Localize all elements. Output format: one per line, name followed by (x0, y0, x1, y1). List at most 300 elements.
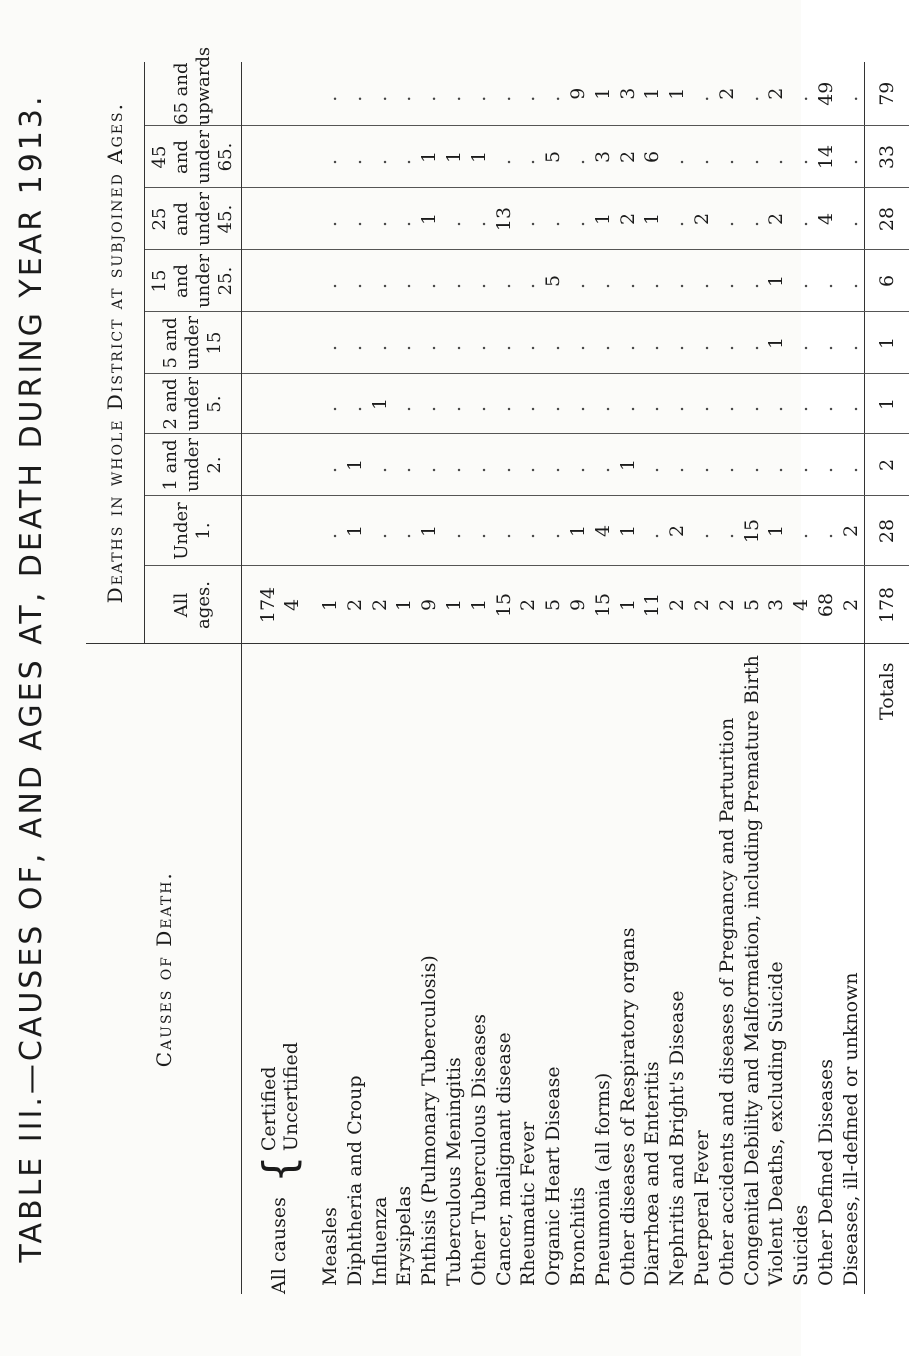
cell-value: 5 (740, 566, 765, 644)
cell-value (690, 374, 715, 434)
cell-value (690, 62, 715, 126)
leader-dots: . (715, 272, 738, 290)
cell-value (467, 374, 492, 434)
leader-dots: . (641, 395, 664, 413)
cell-value (566, 188, 591, 250)
cell-value (343, 126, 368, 188)
leader-dots: . (319, 334, 341, 352)
cell-value (839, 188, 864, 250)
cell-value: 14 (814, 126, 839, 188)
leader-dots: . (517, 395, 540, 413)
cell-value (640, 434, 665, 496)
leader-dots: . (616, 272, 639, 290)
leader-dots: . (839, 334, 862, 352)
leader-dots: . (442, 85, 465, 102)
cell-value (541, 312, 566, 374)
cell-value (616, 250, 641, 312)
cell-value (541, 62, 566, 126)
leader-dots: . (319, 210, 341, 228)
leader-dots: . (814, 456, 837, 474)
leader-dots: . (319, 272, 341, 290)
leader-dots: . (690, 85, 713, 102)
cause-name: Rheumatic Fever (516, 644, 541, 1294)
cell-value: 1 (640, 188, 665, 250)
cell-value (516, 496, 541, 566)
cell-value: 2 (665, 566, 690, 644)
leader-dots: . (368, 148, 391, 166)
cell-value (839, 62, 864, 126)
cell-value (318, 312, 343, 374)
cell-value (392, 250, 417, 312)
leader-dots: . (393, 395, 416, 413)
cause-name: Violent Deaths, excluding Suicide (764, 644, 789, 1294)
cell-value (492, 312, 517, 374)
cell-value (814, 312, 839, 374)
cell-value (343, 374, 368, 434)
age-header: 25 and under 45. (145, 188, 242, 250)
table-row (467, 62, 492, 1294)
leader-dots: . (814, 334, 837, 352)
leader-dots: . (492, 85, 515, 102)
total-value: 33 (864, 126, 909, 188)
cell-value: 1 (442, 126, 467, 188)
leader-dots: . (790, 522, 813, 540)
cell-value (566, 434, 591, 496)
cause-name: Suicides (789, 644, 814, 1294)
cell-value (715, 434, 740, 496)
leader-dots: . (442, 395, 465, 413)
cell-value: 4 (814, 188, 839, 250)
leader-dots: . (814, 522, 837, 540)
ages-group-header: Deaths in whole District at subjoined Ages. (86, 62, 145, 644)
table-row (318, 62, 343, 1294)
leader-dots: . (740, 272, 763, 290)
cell-value: 2 (765, 87, 788, 100)
cell-value: 3 (591, 126, 616, 188)
cause-name: Puerperal Fever (690, 644, 715, 1294)
leader-dots: . (542, 522, 565, 540)
leader-dots: . (566, 272, 589, 290)
leader-dots: . (542, 85, 565, 102)
table-row (343, 62, 368, 1294)
leader-dots: . (319, 395, 341, 413)
cell-value (318, 250, 343, 312)
table-row (566, 62, 591, 1294)
cell-value (740, 434, 765, 496)
leader-dots: . (418, 272, 441, 290)
cell-value (690, 126, 715, 188)
leader-dots: . (517, 210, 540, 228)
cell-value (740, 126, 765, 188)
leader-dots: . (393, 210, 416, 228)
cell-value (467, 188, 492, 250)
cell-value (715, 374, 740, 434)
leader-dots: . (690, 456, 713, 474)
leader-dots: . (566, 334, 589, 352)
leader-dots: . (715, 334, 738, 352)
total-value: 79 (864, 62, 909, 126)
cell-value: 1 (392, 566, 417, 644)
cell-value (492, 250, 517, 312)
cell-value (541, 496, 566, 566)
cell-value: 9 (417, 566, 442, 644)
cell-value (442, 434, 467, 496)
cell-value (764, 374, 789, 434)
cell-value (814, 250, 839, 312)
cell-value: 15 (740, 496, 765, 566)
leader-dots: . (467, 272, 490, 290)
all-causes-text: All causes (268, 1197, 290, 1294)
cell-value: 49 (814, 81, 837, 106)
cell-value: 9 (566, 566, 591, 644)
cell-value (814, 496, 839, 566)
cell-value (516, 188, 541, 250)
leader-dots: . (319, 148, 341, 166)
leader-dots: . (690, 395, 713, 413)
cell-value (417, 250, 442, 312)
cell-value (392, 62, 417, 126)
leader-dots: . (418, 456, 441, 474)
leader-dots: . (765, 148, 788, 166)
cell-value: 1 (467, 566, 492, 644)
cell-value (516, 62, 541, 126)
leader-dots: . (393, 272, 416, 290)
table-row (740, 62, 765, 1294)
certified-label: Certified (258, 1066, 280, 1152)
cell-value (591, 312, 616, 374)
leader-dots: . (591, 272, 614, 290)
leader-dots: . (368, 272, 391, 290)
leader-dots: . (492, 148, 515, 166)
cell-value (368, 434, 393, 496)
leader-dots: . (666, 456, 689, 474)
cell-value (318, 496, 343, 566)
cell-value: 3 (764, 566, 789, 644)
leader-dots: . (790, 456, 813, 474)
leader-dots: . (319, 85, 341, 102)
leader-dots: . (715, 395, 738, 413)
leader-dots: . (715, 522, 738, 540)
total-value: 6 (864, 250, 909, 312)
cause-name: Diseases, ill-defined or unknown (839, 644, 864, 1294)
cell-value (392, 188, 417, 250)
leader-dots: . (566, 148, 589, 166)
leader-dots: . (591, 395, 614, 413)
cell-value: 2 (715, 87, 738, 100)
leader-dots: . (393, 456, 416, 474)
cell-value (665, 250, 690, 312)
cell-value (368, 126, 393, 188)
cell-value (640, 250, 665, 312)
age-header: Under 1. (145, 496, 242, 566)
cell-value: 1 (343, 496, 368, 566)
cell-value (839, 250, 864, 312)
cell-value (492, 126, 517, 188)
leader-dots: . (442, 334, 465, 352)
cell-value (368, 312, 393, 374)
total-value: 2 (864, 434, 909, 496)
cell-value (467, 434, 492, 496)
cell-value (665, 374, 690, 434)
cell-value (417, 374, 442, 434)
age-header: All ages. (145, 566, 242, 644)
totals-row (864, 62, 909, 1294)
cell-value (442, 250, 467, 312)
cell-value (368, 62, 393, 126)
table-row (417, 62, 442, 1294)
cell-value: 9 (566, 87, 589, 100)
cell-value (343, 250, 368, 312)
table-row (541, 62, 566, 1294)
cell-value (442, 374, 467, 434)
cell-value (492, 496, 517, 566)
cell-value: 1 (764, 250, 789, 312)
leader-dots: . (343, 334, 366, 352)
cell-value (318, 434, 343, 496)
cell-value: 1 (616, 566, 641, 644)
cell-value: 2 (764, 188, 789, 250)
table-row (392, 62, 417, 1294)
all-causes-label (256, 644, 304, 1294)
leader-dots: . (616, 395, 639, 413)
leader-dots: . (418, 395, 441, 413)
cell-value (789, 496, 814, 566)
cell-value (442, 496, 467, 566)
leader-dots: . (814, 272, 837, 290)
table-row (715, 62, 740, 1294)
leader-dots: . (368, 334, 391, 352)
cell-value (740, 188, 765, 250)
table-row (368, 62, 393, 1294)
table-row (616, 62, 641, 1294)
cell-value (318, 188, 343, 250)
leader-dots: . (740, 148, 763, 166)
leader-dots: . (319, 456, 341, 474)
leader-dots: . (715, 456, 738, 474)
leader-dots: . (467, 85, 490, 102)
cell-value (467, 496, 492, 566)
cell-value (516, 250, 541, 312)
leader-dots: . (467, 522, 490, 540)
cell-value (368, 496, 393, 566)
cell-value (516, 312, 541, 374)
leader-dots: . (839, 272, 862, 290)
cause-name: Bronchitis (566, 644, 591, 1294)
cell-value (343, 312, 368, 374)
certified-count: 174 (257, 586, 279, 624)
cell-value (417, 434, 442, 496)
cell-value: 1 (417, 496, 442, 566)
causes-header: Causes of Death. (86, 644, 242, 1294)
leader-dots: . (517, 272, 540, 290)
cause-name: Organic Heart Disease (541, 644, 566, 1294)
cell-value (640, 312, 665, 374)
table-row (789, 62, 814, 1294)
cell-value: 1 (343, 434, 368, 496)
leader-dots: . (542, 210, 565, 228)
cause-name: Congenital Debility and Malformation, including Premature Birth (740, 644, 765, 1294)
leader-dots: . (839, 395, 862, 413)
cell-value (591, 250, 616, 312)
cause-name: Erysipelas (392, 644, 417, 1294)
cell-value (740, 250, 765, 312)
cell-value: 13 (492, 188, 517, 250)
cell-value (665, 188, 690, 250)
table-row (591, 62, 616, 1294)
cell-value (839, 374, 864, 434)
leader-dots: . (765, 395, 788, 413)
cell-value: 1 (442, 566, 467, 644)
leader-dots: . (368, 210, 391, 228)
leader-dots: . (343, 148, 366, 166)
cell-value (690, 496, 715, 566)
cell-value (789, 312, 814, 374)
table-row (492, 62, 517, 1294)
leader-dots: . (790, 334, 813, 352)
cell-value: 5 (541, 566, 566, 644)
deaths-table (86, 46, 909, 1294)
cause-name: Diphtheria and Croup (343, 644, 368, 1294)
leader-dots: . (641, 522, 664, 540)
totals-label: Totals (864, 644, 909, 1294)
leader-dots: . (393, 85, 416, 102)
age-header: 2 and under 5. (145, 374, 242, 434)
leader-dots: . (690, 148, 713, 166)
leader-dots: . (393, 334, 416, 352)
cell-value (764, 126, 789, 188)
leader-dots: . (740, 85, 763, 102)
cause-name: Phthisis (Pulmonary Tuberculosis) (417, 644, 442, 1294)
uncertified-count: 4 (281, 598, 303, 612)
leader-dots: . (690, 272, 713, 290)
cell-value (690, 250, 715, 312)
all-causes-row (256, 62, 304, 1294)
leader-dots: . (467, 395, 490, 413)
leader-dots: . (343, 272, 366, 290)
cell-value (789, 250, 814, 312)
total-value: 178 (864, 566, 909, 644)
cell-value (715, 188, 740, 250)
cell-value (616, 312, 641, 374)
leader-dots: . (517, 456, 540, 474)
cell-value (392, 126, 417, 188)
table-row (814, 62, 839, 1294)
leader-dots: . (492, 456, 515, 474)
leader-dots: . (839, 85, 862, 102)
age-header: 65 and upwards (145, 62, 242, 126)
cell-value: 4 (591, 496, 616, 566)
table-row (442, 62, 467, 1294)
cell-value (591, 434, 616, 496)
cell-value: 2 (839, 566, 864, 644)
cell-value: 1 (467, 126, 492, 188)
cell-value (541, 188, 566, 250)
cell-value (566, 312, 591, 374)
cell-value: 68 (814, 566, 839, 644)
cell-value (442, 62, 467, 126)
cell-value (566, 374, 591, 434)
leader-dots: . (368, 522, 391, 540)
leader-dots: . (343, 395, 366, 413)
cell-value (789, 434, 814, 496)
total-value: 1 (864, 374, 909, 434)
leader-dots: . (740, 334, 763, 352)
cell-value (516, 434, 541, 496)
cause-name: Nephritis and Bright's Disease (665, 644, 690, 1294)
leader-dots: . (492, 334, 515, 352)
cell-value (789, 126, 814, 188)
cell-value: 1 (616, 496, 641, 566)
cell-value (640, 374, 665, 434)
cell-value: 2 (368, 566, 393, 644)
age-header: 5 and under 15 (145, 312, 242, 374)
leader-dots: . (641, 334, 664, 352)
cell-value (343, 62, 368, 126)
leader-dots: . (542, 456, 565, 474)
cell-value: 2 (665, 496, 690, 566)
cell-value (789, 374, 814, 434)
cause-name: Tuberculous Meningitis (442, 644, 467, 1294)
leader-dots: . (517, 334, 540, 352)
cause-name: Other diseases of Respiratory organs (616, 644, 641, 1294)
leader-dots: . (740, 210, 763, 228)
leader-dots: . (666, 334, 689, 352)
cell-value: 1 (318, 566, 343, 644)
table-row (640, 62, 665, 1294)
leader-dots: . (418, 334, 441, 352)
cell-value: 1 (764, 496, 789, 566)
cell-value: 1 (566, 496, 591, 566)
brace-icon: { (254, 1155, 305, 1184)
cell-value: 1 (666, 87, 689, 100)
cell-value (442, 188, 467, 250)
leader-dots: . (839, 148, 862, 166)
cell-value (541, 374, 566, 434)
cell-value (368, 250, 393, 312)
cell-value (392, 434, 417, 496)
leader-dots: . (566, 456, 589, 474)
cell-value (814, 374, 839, 434)
cell-value (690, 312, 715, 374)
leader-dots: . (790, 272, 813, 290)
cell-value (566, 126, 591, 188)
cell-value: 3 (616, 87, 639, 100)
cell-value (616, 374, 641, 434)
leader-dots: . (442, 272, 465, 290)
cell-value: 4 (789, 566, 814, 644)
leader-dots: . (566, 395, 589, 413)
cell-value (640, 496, 665, 566)
leader-dots: . (442, 522, 465, 540)
cell-value (591, 374, 616, 434)
cell-value: 2 (616, 126, 641, 188)
cause-name: Diarrhœa and Enteritis (640, 644, 665, 1294)
cell-value: 2 (690, 188, 715, 250)
cell-value (764, 434, 789, 496)
cell-value: 2 (616, 188, 641, 250)
leader-dots: . (467, 456, 490, 474)
cell-value (665, 312, 690, 374)
total-value: 28 (864, 188, 909, 250)
cell-value (467, 250, 492, 312)
leader-dots: . (790, 148, 813, 166)
cell-value (442, 312, 467, 374)
leader-dots: . (666, 148, 689, 166)
table-row (839, 62, 864, 1294)
leader-dots: . (641, 456, 664, 474)
leader-dots: . (492, 272, 515, 290)
leader-dots: . (690, 334, 713, 352)
